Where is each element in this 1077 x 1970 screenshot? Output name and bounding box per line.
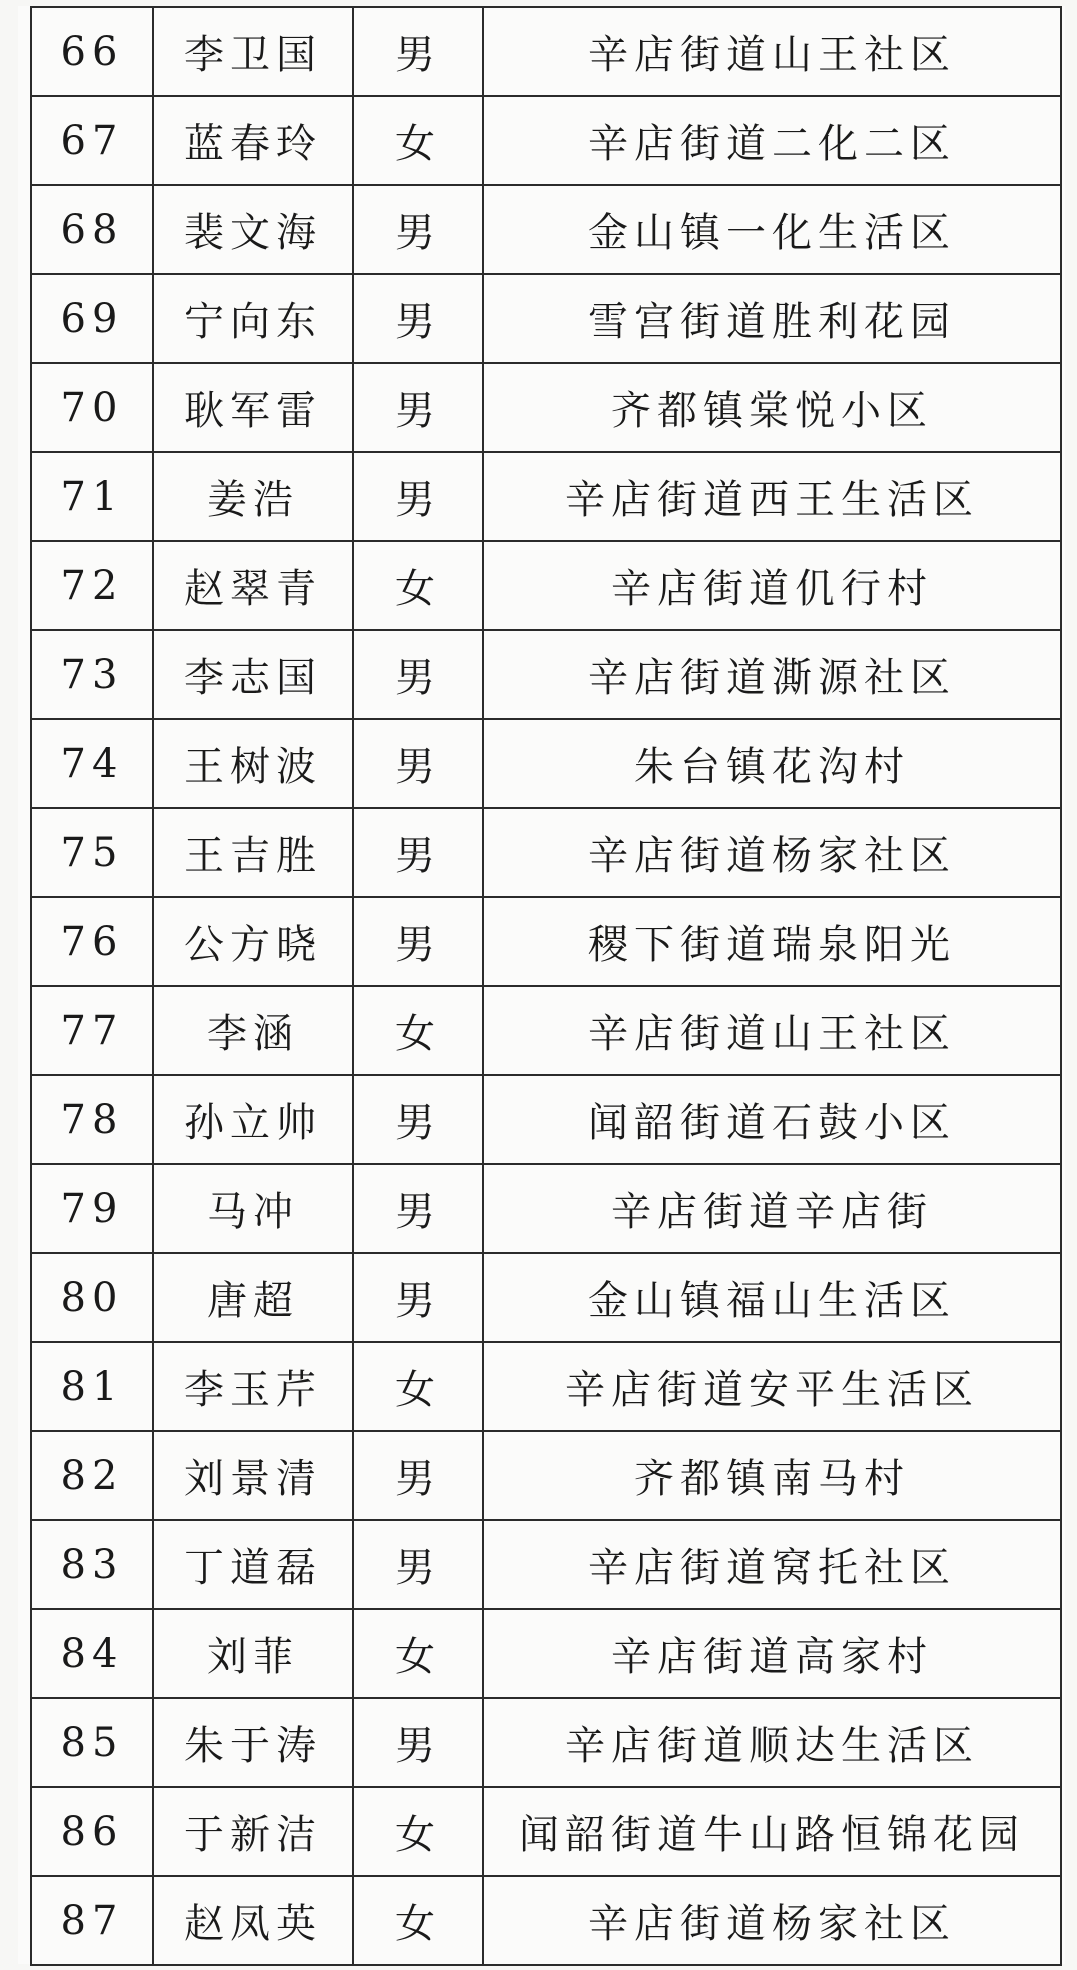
row-number: 83	[31, 1520, 153, 1609]
table-row	[31, 897, 1061, 986]
person-name: 公方晓	[153, 897, 353, 986]
person-address: 辛店街道澌源社区	[483, 630, 1061, 719]
person-gender: 女	[353, 1342, 483, 1431]
person-name: 刘菲	[153, 1609, 353, 1698]
row-number: 80	[31, 1253, 153, 1342]
person-gender: 男	[353, 630, 483, 719]
person-gender: 女	[353, 1876, 483, 1965]
person-name: 裴文海	[153, 185, 353, 274]
person-gender: 男	[353, 1253, 483, 1342]
person-name: 李玉芹	[153, 1342, 353, 1431]
table-row	[31, 1342, 1061, 1431]
person-name: 王树波	[153, 719, 353, 808]
row-number: 76	[31, 897, 153, 986]
table-row	[31, 1164, 1061, 1253]
person-gender: 男	[353, 1698, 483, 1787]
person-name: 宁向东	[153, 274, 353, 363]
person-address: 辛店街道杨家社区	[483, 1876, 1061, 1965]
person-name: 孙立帅	[153, 1075, 353, 1164]
row-number: 66	[31, 7, 153, 96]
row-number: 87	[31, 1876, 153, 1965]
person-address: 辛店街道山王社区	[483, 7, 1061, 96]
table-row	[31, 1253, 1061, 1342]
table-row	[31, 185, 1061, 274]
person-name: 朱于涛	[153, 1698, 353, 1787]
table-row	[31, 808, 1061, 897]
person-gender: 男	[353, 897, 483, 986]
person-name: 李涵	[153, 986, 353, 1075]
person-name: 李卫国	[153, 7, 353, 96]
person-name: 马冲	[153, 1164, 353, 1253]
person-address: 闻韶街道牛山路恒锦花园	[483, 1787, 1061, 1876]
person-gender: 男	[353, 452, 483, 541]
person-name: 蓝春玲	[153, 96, 353, 185]
person-gender: 男	[353, 808, 483, 897]
person-gender: 男	[353, 274, 483, 363]
person-gender: 女	[353, 541, 483, 630]
person-address: 辛店街道安平生活区	[483, 1342, 1061, 1431]
row-number: 67	[31, 96, 153, 185]
person-name: 唐超	[153, 1253, 353, 1342]
person-address: 雪宫街道胜利花园	[483, 274, 1061, 363]
table-row	[31, 7, 1061, 96]
table-row	[31, 363, 1061, 452]
person-gender: 男	[353, 7, 483, 96]
person-name: 王吉胜	[153, 808, 353, 897]
row-number: 75	[31, 808, 153, 897]
person-gender: 女	[353, 1787, 483, 1876]
table-body	[31, 7, 1061, 1965]
row-number: 86	[31, 1787, 153, 1876]
table-row	[31, 96, 1061, 185]
person-gender: 女	[353, 96, 483, 185]
person-address: 稷下街道瑞泉阳光	[483, 897, 1061, 986]
person-address: 闻韶街道石鼓小区	[483, 1075, 1061, 1164]
person-address: 辛店街道窝托社区	[483, 1520, 1061, 1609]
person-address: 辛店街道辛店街	[483, 1164, 1061, 1253]
person-address: 金山镇一化生活区	[483, 185, 1061, 274]
row-number: 85	[31, 1698, 153, 1787]
person-address: 辛店街道西王生活区	[483, 452, 1061, 541]
person-name: 丁道磊	[153, 1520, 353, 1609]
person-address: 辛店街道二化二区	[483, 96, 1061, 185]
document-page	[18, 6, 1065, 1964]
table-row	[31, 274, 1061, 363]
row-number: 71	[31, 452, 153, 541]
table-row	[31, 1876, 1061, 1965]
table-row	[31, 1075, 1061, 1164]
person-gender: 男	[353, 719, 483, 808]
row-number: 68	[31, 185, 153, 274]
table-row	[31, 719, 1061, 808]
person-address: 金山镇福山生活区	[483, 1253, 1061, 1342]
person-address: 齐都镇棠悦小区	[483, 363, 1061, 452]
person-gender: 男	[353, 1431, 483, 1520]
person-gender: 女	[353, 1609, 483, 1698]
person-name: 刘景清	[153, 1431, 353, 1520]
person-address: 辛店街道山王社区	[483, 986, 1061, 1075]
person-gender: 男	[353, 1520, 483, 1609]
person-gender: 男	[353, 363, 483, 452]
person-address: 齐都镇南马村	[483, 1431, 1061, 1520]
row-number: 70	[31, 363, 153, 452]
row-number: 74	[31, 719, 153, 808]
person-name: 于新洁	[153, 1787, 353, 1876]
row-number: 72	[31, 541, 153, 630]
person-gender: 男	[353, 1164, 483, 1253]
person-name: 姜浩	[153, 452, 353, 541]
table-row	[31, 1609, 1061, 1698]
person-name: 李志国	[153, 630, 353, 719]
person-address: 辛店街道高家村	[483, 1609, 1061, 1698]
row-number: 73	[31, 630, 153, 719]
table-row	[31, 1520, 1061, 1609]
row-number: 84	[31, 1609, 153, 1698]
row-number: 77	[31, 986, 153, 1075]
row-number: 81	[31, 1342, 153, 1431]
person-name: 耿军雷	[153, 363, 353, 452]
table-row	[31, 452, 1061, 541]
row-number: 82	[31, 1431, 153, 1520]
person-name: 赵翠青	[153, 541, 353, 630]
table-row	[31, 1787, 1061, 1876]
person-address: 辛店街道顺达生活区	[483, 1698, 1061, 1787]
table-row	[31, 986, 1061, 1075]
table-row	[31, 1698, 1061, 1787]
table-row	[31, 541, 1061, 630]
table-row	[31, 630, 1061, 719]
person-address: 辛店街道仉行村	[483, 541, 1061, 630]
table-row	[31, 1431, 1061, 1520]
row-number: 78	[31, 1075, 153, 1164]
person-address: 朱台镇花沟村	[483, 719, 1061, 808]
person-gender: 女	[353, 986, 483, 1075]
row-number: 69	[31, 274, 153, 363]
row-number: 79	[31, 1164, 153, 1253]
person-name: 赵凤英	[153, 1876, 353, 1965]
person-address: 辛店街道杨家社区	[483, 808, 1061, 897]
person-gender: 男	[353, 1075, 483, 1164]
name-list-table	[30, 6, 1062, 1966]
person-gender: 男	[353, 185, 483, 274]
